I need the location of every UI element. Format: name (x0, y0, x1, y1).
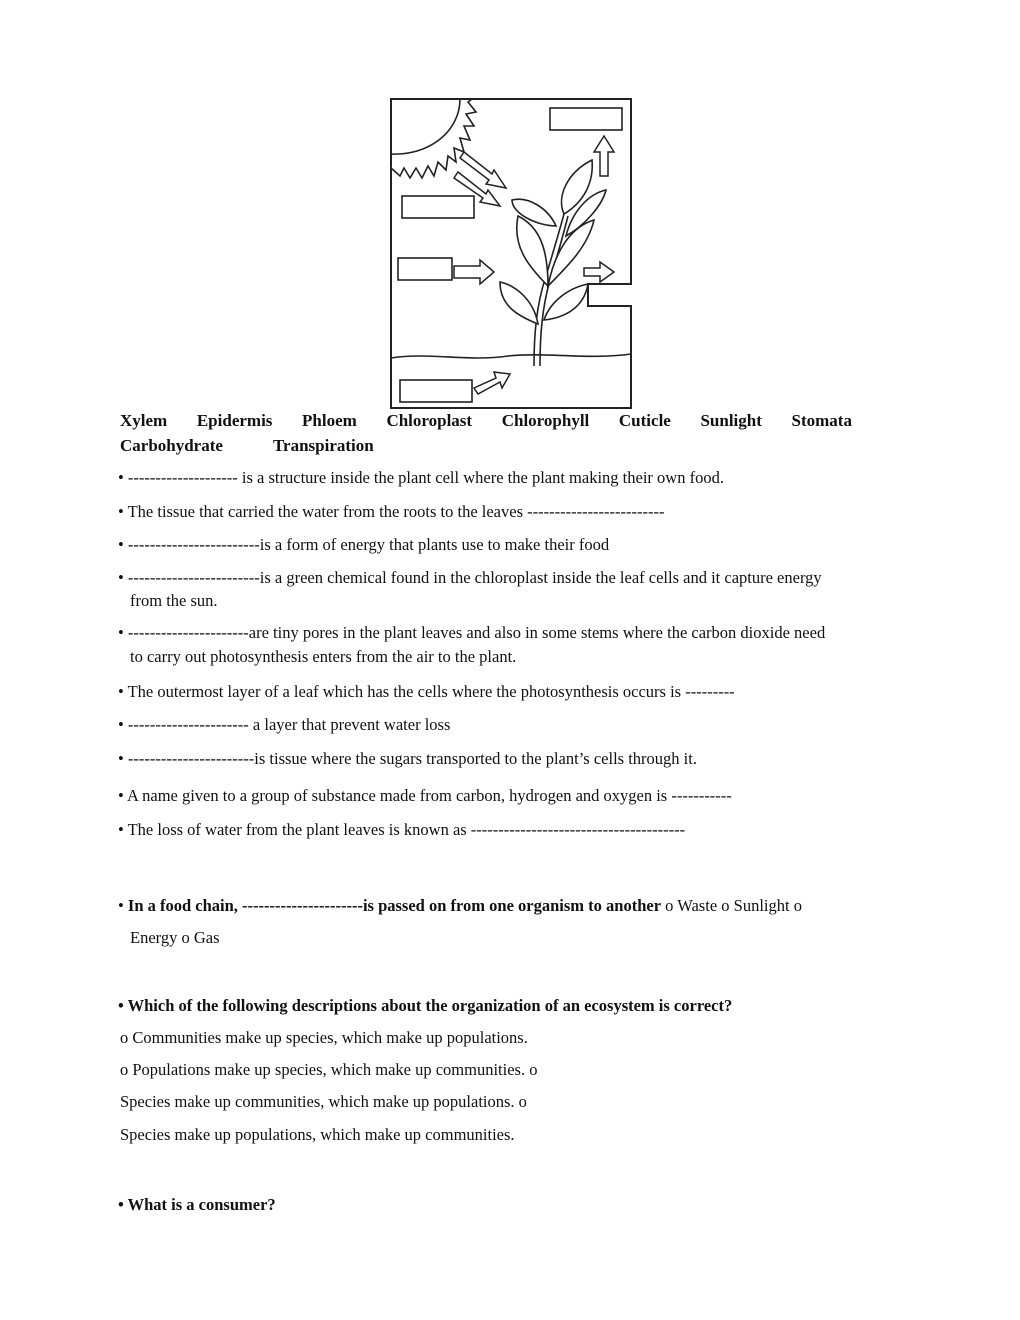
word-bank-item: Chlorophyll (501, 411, 590, 430)
statement-2: • The tissue that carried the water from the roots to the leaves ------------------------- (118, 502, 665, 521)
word-bank-item: Xylem (120, 411, 168, 430)
statement-5-cont: to carry out photosynthesis enters from the air to the plant. (130, 647, 517, 666)
statement-8: • -----------------------is tissue where the sugars transported to the plant’s cells through it. (118, 749, 697, 768)
word-bank-item: Sunlight (700, 411, 762, 430)
statement-4: • ------------------------is a green chemical found in the chloroplast inside the leaf cells and it capture energy (118, 568, 822, 587)
options-text: o Waste o Sunlight o (661, 896, 802, 915)
statement-4-cont: from the sun. (130, 591, 218, 610)
word-bank-row-2 (120, 436, 374, 456)
label-box-top-right[interactable] (550, 108, 622, 130)
option-line: o Communities make up species, which make up populations. (120, 1028, 528, 1047)
question-consumer: • What is a consumer? (118, 1195, 276, 1214)
label-box-left-upper[interactable] (402, 196, 474, 218)
question-food-chain (118, 894, 802, 918)
statement-7: • ---------------------- a layer that prevent water loss (118, 715, 451, 734)
option-line: Species make up populations, which make up communities. (120, 1125, 515, 1144)
word-bank-item: Carbohydrate (120, 436, 223, 455)
word-bank-item: Chloroplast (386, 411, 473, 430)
label-box-bottom-left[interactable] (400, 380, 472, 402)
statement-10: • The loss of water from the plant leaves is known as --------------------------------------- (118, 820, 686, 839)
option-line: o Populations make up species, which make up communities. o (120, 1060, 538, 1079)
statement-1: • -------------------- is a structure inside the plant cell where the plant making their own food. (118, 468, 724, 487)
word-bank-row-1 (120, 411, 852, 431)
label-box-left-middle[interactable] (398, 258, 452, 280)
question-text: In a food chain, ----------------------is passed on from one organism to another (127, 896, 662, 915)
photosynthesis-diagram (388, 96, 634, 410)
statement-3: • ------------------------is a form of energy that plants use to make their food (118, 535, 610, 554)
word-bank-item: Phloem (302, 411, 357, 430)
statement-9: • A name given to a group of substance made from carbon, hydrogen and oxygen is ----------- (118, 786, 732, 805)
statement-5: • ----------------------are tiny pores in the plant leaves and also in some stems where the carbon dioxide need (118, 623, 826, 642)
option-line: Species make up communities, which make up populations. o (120, 1092, 527, 1111)
bullet: • (118, 896, 128, 915)
word-bank-item: Stomata (791, 411, 852, 430)
word-bank-item: Cuticle (618, 411, 671, 430)
statement-6: • The outermost layer of a leaf which has the cells where the photosynthesis occurs is --------- (118, 682, 735, 701)
word-bank-item: Epidermis (196, 411, 273, 430)
question-ecosystem: • Which of the following descriptions about the organization of an ecosystem is correct? (118, 996, 733, 1015)
word-bank-item: Transpiration (272, 436, 374, 455)
question-food-chain-options: Energy o Gas (130, 928, 220, 947)
